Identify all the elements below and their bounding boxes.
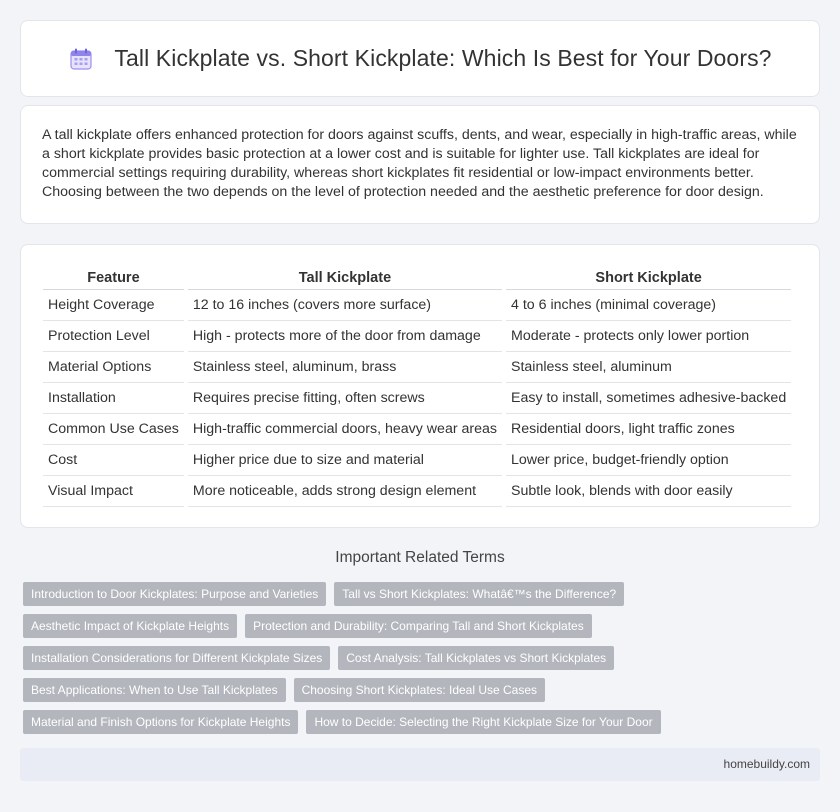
calendar-icon	[68, 46, 94, 72]
table-cell: Material Options	[43, 352, 184, 383]
table-row	[43, 414, 791, 445]
table-cell: Easy to install, sometimes adhesive-backed	[506, 383, 791, 414]
table-row	[43, 383, 791, 414]
related-term-link[interactable]: Installation Considerations for Different Kickplate Sizes	[23, 646, 330, 670]
related-term-link[interactable]: How to Decide: Selecting the Right Kickplate Size for Your Door	[306, 710, 660, 734]
table-cell: High-traffic commercial doors, heavy wear areas	[188, 414, 502, 445]
intro-paragraph: A tall kickplate offers enhanced protection for doors against scuffs, dents, and wear, especially in high-traffic areas, while a short kickplate provides basic protection at a lower cost and is suitable for lighter use. Tall kickplates are ideal for commercial settings requiring durability, whereas short kickplates fit residential or low-impact environments better. Choosing between the two depends on the level of protection needed and the aesthetic preference for door design.	[42, 127, 797, 200]
table-cell: Lower price, budget-friendly option	[506, 445, 791, 476]
footer	[20, 748, 820, 781]
related-term-link[interactable]: Cost Analysis: Tall Kickplates vs Short Kickplates	[338, 646, 614, 670]
table-cell: 4 to 6 inches (minimal coverage)	[506, 290, 791, 321]
table-cell: High - protects more of the door from damage	[188, 321, 502, 352]
related-term-link[interactable]: Choosing Short Kickplates: Ideal Use Cases	[294, 678, 545, 702]
related-term-link[interactable]: Introduction to Door Kickplates: Purpose and Varieties	[23, 582, 326, 606]
table-cell: Cost	[43, 445, 184, 476]
title-card	[20, 20, 820, 97]
footer-site-link[interactable]: homebuildy.com	[723, 757, 810, 771]
table-cell: Moderate - protects only lower portion	[506, 321, 791, 352]
tag-row	[23, 646, 823, 670]
table-cell: Common Use Cases	[43, 414, 184, 445]
related-terms-heading: Important Related Terms	[335, 549, 505, 566]
table-cell: Residential doors, light traffic zones	[506, 414, 791, 445]
tag-row	[23, 678, 823, 702]
column-header-tall: Tall Kickplate	[188, 265, 502, 290]
table-cell: More noticeable, adds strong design element	[188, 476, 502, 507]
intro-card	[20, 105, 820, 224]
related-term-link[interactable]: Protection and Durability: Comparing Tall and Short Kickplates	[245, 614, 592, 638]
page-title: Tall Kickplate vs. Short Kickplate: Which Is Best for Your Doors?	[114, 45, 772, 71]
related-term-link[interactable]: Aesthetic Impact of Kickplate Heights	[23, 614, 237, 638]
tag-row	[23, 582, 823, 606]
tag-row	[23, 614, 823, 638]
tag-row	[23, 710, 823, 734]
table-row	[43, 290, 791, 321]
table-cell: Installation	[43, 383, 184, 414]
table-cell: 12 to 16 inches (covers more surface)	[188, 290, 502, 321]
table-cell: Stainless steel, aluminum, brass	[188, 352, 502, 383]
column-header-feature: Feature	[43, 265, 184, 290]
table-row	[43, 352, 791, 383]
table-cell: Height Coverage	[43, 290, 184, 321]
table-row	[43, 476, 791, 507]
related-term-link[interactable]: Best Applications: When to Use Tall Kickplates	[23, 678, 286, 702]
comparison-table-card	[20, 244, 820, 528]
related-terms-list	[23, 582, 823, 742]
table-header-row	[43, 265, 791, 290]
table-row	[43, 321, 791, 352]
table-cell: Requires precise fitting, often screws	[188, 383, 502, 414]
table-row	[43, 445, 791, 476]
comparison-table	[39, 265, 795, 507]
table-cell: Subtle look, blends with door easily	[506, 476, 791, 507]
table-cell: Stainless steel, aluminum	[506, 352, 791, 383]
column-header-short: Short Kickplate	[506, 265, 791, 290]
table-cell: Visual Impact	[43, 476, 184, 507]
table-cell: Protection Level	[43, 321, 184, 352]
table-cell: Higher price due to size and material	[188, 445, 502, 476]
related-term-link[interactable]: Tall vs Short Kickplates: Whatâ€™s the Difference?	[334, 582, 624, 606]
related-term-link[interactable]: Material and Finish Options for Kickplate Heights	[23, 710, 298, 734]
